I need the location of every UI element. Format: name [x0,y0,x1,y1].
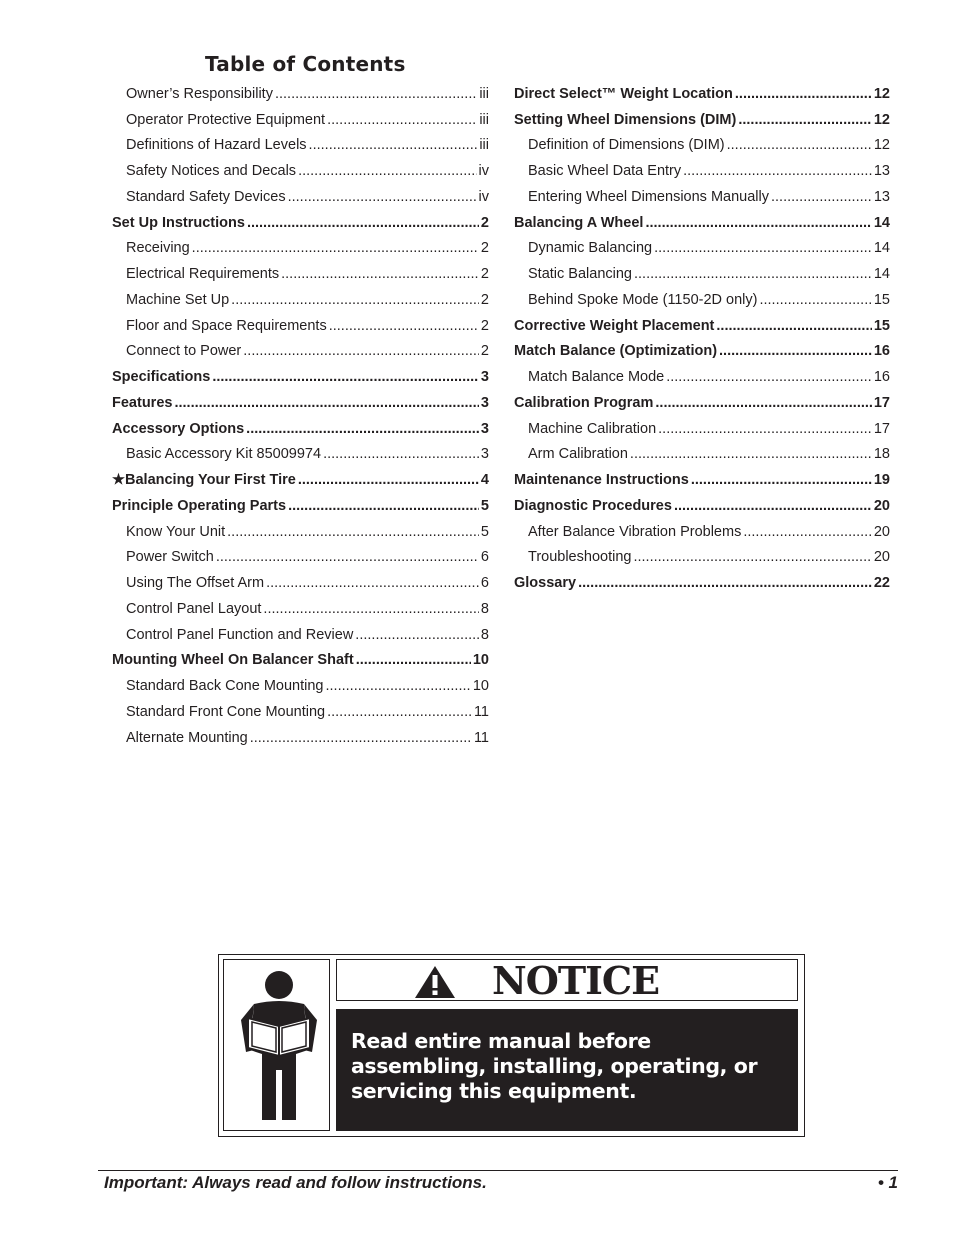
toc-entry-label: Balancing A Wheel [514,214,644,231]
toc-entry-page: 2 [480,317,489,334]
toc-entry-label: Entering Wheel Dimensions Manually [528,188,769,205]
toc-leader-dots [326,678,471,694]
toc-right-column [514,81,890,596]
toc-title: Table of Contents [205,52,406,76]
toc-entry-label: Basic Accessory Kit 85009974 [126,446,322,463]
toc-entry-label: Calibration Program [514,394,654,411]
toc-leader-dots [658,421,872,437]
toc-leader-dots [243,343,479,359]
toc-leader-dots [759,292,871,308]
toc-entry-label: Control Panel Layout [126,600,262,617]
toc-leader-dots [266,575,479,591]
toc-entry[interactable] [514,81,890,107]
reading-person-icon [224,960,329,1130]
toc-leader-dots [634,266,872,282]
toc-leader-dots [355,627,479,643]
toc-entry-label: Mounting Wheel On Balancer Shaft [112,652,354,669]
toc-entry[interactable] [514,158,890,184]
toc-entry-page: 22 [873,575,890,592]
toc-entry-label: Setting Wheel Dimensions (DIM) [514,111,737,128]
toc-leader-dots [231,292,479,308]
toc-entry-page: 20 [873,549,890,566]
toc-entry[interactable] [112,81,489,107]
toc-leader-dots [174,395,478,411]
toc-leader-dots [719,343,872,359]
toc-entry[interactable] [514,107,890,133]
toc-leader-dots [645,215,871,231]
warning-triangle-icon [413,964,457,1000]
toc-entry-page: 3 [480,394,489,411]
toc-entry[interactable] [514,416,890,442]
toc-entry-page: 12 [873,137,890,154]
toc-leader-dots [263,601,479,617]
toc-leader-dots [666,369,872,385]
toc-entry[interactable] [514,364,890,390]
toc-entry-label: Glossary [514,575,577,592]
toc-entry-label: Using The Offset Arm [126,575,265,592]
toc-entry-label: Set Up Instructions [112,214,245,231]
toc-entry-page: 17 [873,420,890,437]
toc-entry-label: Features [112,394,173,411]
toc-leader-dots [247,215,479,231]
toc-entry[interactable] [112,493,489,519]
toc-entry[interactable] [112,622,489,648]
toc-leader-dots [309,137,478,153]
toc-entry[interactable] [514,287,890,313]
toc-entry-label: After Balance Vibration Problems [528,523,742,540]
toc-entry-label: Accessory Options [112,420,245,437]
toc-entry[interactable] [112,210,489,236]
toc-entry-page: iv [478,188,489,205]
toc-entry[interactable] [112,364,489,390]
notice-heading: NOTICE [492,958,660,1003]
toc-entry-page: 3 [480,446,489,463]
toc-entry-page: iii [479,137,489,154]
toc-entry[interactable] [514,570,890,596]
page-number: • 1 [877,1173,898,1192]
toc-entry[interactable] [112,596,489,622]
toc-entry-page: 20 [873,523,890,540]
toc-entry-label: Owner’s Responsibility [126,85,273,102]
toc-entry-page: 2 [480,291,489,308]
toc-leader-dots [298,472,479,488]
toc-entry-page: 11 [473,729,489,746]
toc-leader-dots [743,524,872,540]
toc-entry-label: Direct Select™ Weight Location [514,85,733,102]
toc-entry-label: Diagnostic Procedures [514,497,672,514]
toc-entry[interactable] [514,390,890,416]
toc-entry[interactable] [514,236,890,262]
toc-entry-label: Machine Set Up [126,291,230,308]
toc-entry-page: 5 [480,523,489,540]
toc-leader-dots [738,112,872,128]
toc-leader-dots [323,446,479,462]
toc-entry[interactable] [514,313,890,339]
toc-leader-dots [630,446,872,462]
toc-entry[interactable] [112,442,489,468]
toc-entry[interactable] [514,210,890,236]
toc-leader-dots [633,549,871,565]
toc-leader-dots [192,240,479,256]
toc-leader-dots [654,240,872,256]
toc-entry-page: 6 [480,549,489,566]
notice-box [218,954,805,1137]
toc-entry[interactable] [514,545,890,571]
toc-entry-page: 2 [480,214,489,231]
toc-leader-dots [246,421,479,437]
toc-entry-page: 15 [873,291,890,308]
toc-entry-page: 10 [472,652,489,669]
toc-entry-label: Standard Front Cone Mounting [126,703,326,720]
toc-entry[interactable] [514,261,890,287]
toc-entry[interactable] [112,261,489,287]
footer-rule [98,1170,898,1171]
toc-entry-page: 8 [480,626,489,643]
toc-leader-dots [298,163,476,179]
toc-entry[interactable] [514,442,890,468]
toc-leader-dots [250,730,472,746]
toc-entry-page: 16 [873,343,890,360]
toc-entry-page: 11 [473,703,489,720]
toc-entry[interactable] [112,519,489,545]
toc-entry-page: iii [479,111,489,128]
toc-entry-label: Control Panel Function and Review [126,626,354,643]
toc-entry-page: iv [478,163,489,180]
toc-entry[interactable] [514,519,890,545]
toc-entry-page: iii [479,85,489,102]
toc-entry[interactable] [112,390,489,416]
toc-left-column [112,81,489,751]
toc-entry[interactable] [514,339,890,365]
toc-leader-dots [288,189,477,205]
toc-entry-label: Power Switch [126,549,214,566]
toc-leader-dots [727,137,872,153]
toc-entry-label: Dynamic Balancing [528,240,653,257]
toc-entry[interactable] [112,184,489,210]
footer-text: Important: Always read and follow instructions. [104,1173,487,1192]
toc-entry[interactable] [112,416,489,442]
toc-entry-label: Troubleshooting [528,549,632,566]
toc-entry-label: Arm Calibration [528,446,628,463]
toc-entry-page: 20 [873,497,890,514]
toc-entry-label: Match Balance (Optimization) [514,343,718,360]
toc-entry-page: 6 [480,575,489,592]
toc-entry-label: Maintenance Instructions [514,472,689,489]
toc-leader-dots [735,86,872,102]
notice-header [336,959,798,1001]
toc-entry-label: Connect to Power [126,343,242,360]
toc-entry[interactable] [112,287,489,313]
toc-entry-label: Definitions of Hazard Levels [126,137,307,154]
toc-entry-page: 13 [873,188,890,205]
toc-entry-label: Standard Safety Devices [126,188,286,205]
toc-entry-label: Receiving [126,240,190,257]
toc-leader-dots [288,498,479,514]
toc-entry[interactable] [112,545,489,571]
toc-entry[interactable] [514,184,890,210]
toc-entry-label: Standard Back Cone Mounting [126,678,324,695]
toc-entry[interactable] [112,339,489,365]
toc-entry[interactable] [514,467,890,493]
toc-entry-label: Specifications [112,369,211,386]
toc-entry[interactable] [112,699,489,725]
toc-entry[interactable] [112,236,489,262]
toc-leader-dots [356,652,471,668]
toc-entry-label: Safety Notices and Decals [126,163,297,180]
toc-entry-page: 18 [873,446,890,463]
toc-leader-dots [329,318,479,334]
toc-entry-label: Corrective Weight Placement [514,317,715,334]
toc-entry-page: 10 [472,678,489,695]
toc-leader-dots [327,112,477,128]
toc-entry[interactable] [112,313,489,339]
toc-leader-dots [655,395,871,411]
toc-entry-page: 13 [873,163,890,180]
toc-entry-label: Behind Spoke Mode (1150-2D only) [528,291,758,308]
toc-entry-page: 2 [480,240,489,257]
toc-leader-dots [683,163,872,179]
toc-leader-dots [691,472,872,488]
toc-entry[interactable] [112,467,489,493]
toc-leader-dots [716,318,871,334]
toc-entry[interactable] [112,570,489,596]
toc-entry-label: Machine Calibration [528,420,657,437]
toc-entry-label: Electrical Requirements [126,266,280,283]
notice-message: Read entire manual before assembling, installing, operating, or servicing this equipment. [336,1009,798,1131]
toc-entry-page: 2 [480,343,489,360]
toc-leader-dots [578,575,872,591]
toc-entry-page: 3 [480,420,489,437]
toc-entry[interactable] [112,673,489,699]
toc-leader-dots [227,524,479,540]
toc-leader-dots [771,189,872,205]
toc-entry-label: Definition of Dimensions (DIM) [528,137,725,154]
toc-entry-page: 3 [480,369,489,386]
toc-entry-label: Match Balance Mode [528,369,665,386]
toc-entry[interactable] [112,133,489,159]
toc-entry-page: 16 [873,369,890,386]
toc-entry[interactable] [514,493,890,519]
toc-entry-label: Operator Protective Equipment [126,111,326,128]
toc-entry-page: 12 [873,85,890,102]
toc-entry-page: 14 [873,266,890,283]
toc-leader-dots [281,266,479,282]
toc-entry-label: Principle Operating Parts [112,497,287,514]
toc-entry-page: 15 [873,317,890,334]
toc-entry-page: 4 [480,472,489,489]
toc-entry[interactable] [112,158,489,184]
toc-leader-dots [327,704,472,720]
toc-entry[interactable] [112,648,489,674]
toc-leader-dots [275,86,477,102]
toc-leader-dots [216,549,479,565]
toc-entry[interactable] [112,107,489,133]
toc-entry-label: Know Your Unit [126,523,226,540]
toc-leader-dots [674,498,872,514]
toc-entry-page: 14 [873,214,890,231]
toc-entry-label: Floor and Space Requirements [126,317,327,334]
toc-entry-page: 19 [873,472,890,489]
toc-entry-label: Static Balancing [528,266,632,283]
toc-entry-label: Basic Wheel Data Entry [528,163,682,180]
toc-entry-page: 2 [480,266,489,283]
toc-entry[interactable] [514,133,890,159]
reading-person-figure [223,959,330,1131]
toc-entry-page: 12 [873,111,890,128]
toc-entry-label: Alternate Mounting [126,729,248,746]
toc-entry[interactable] [112,725,489,751]
toc-entry-page: 5 [480,497,489,514]
toc-entry-page: 8 [480,600,489,617]
toc-entry-page: 14 [873,240,890,257]
toc-leader-dots [212,369,479,385]
toc-entry-page: 17 [873,394,890,411]
toc-entry-label: ★Balancing Your First Tire [112,472,296,489]
